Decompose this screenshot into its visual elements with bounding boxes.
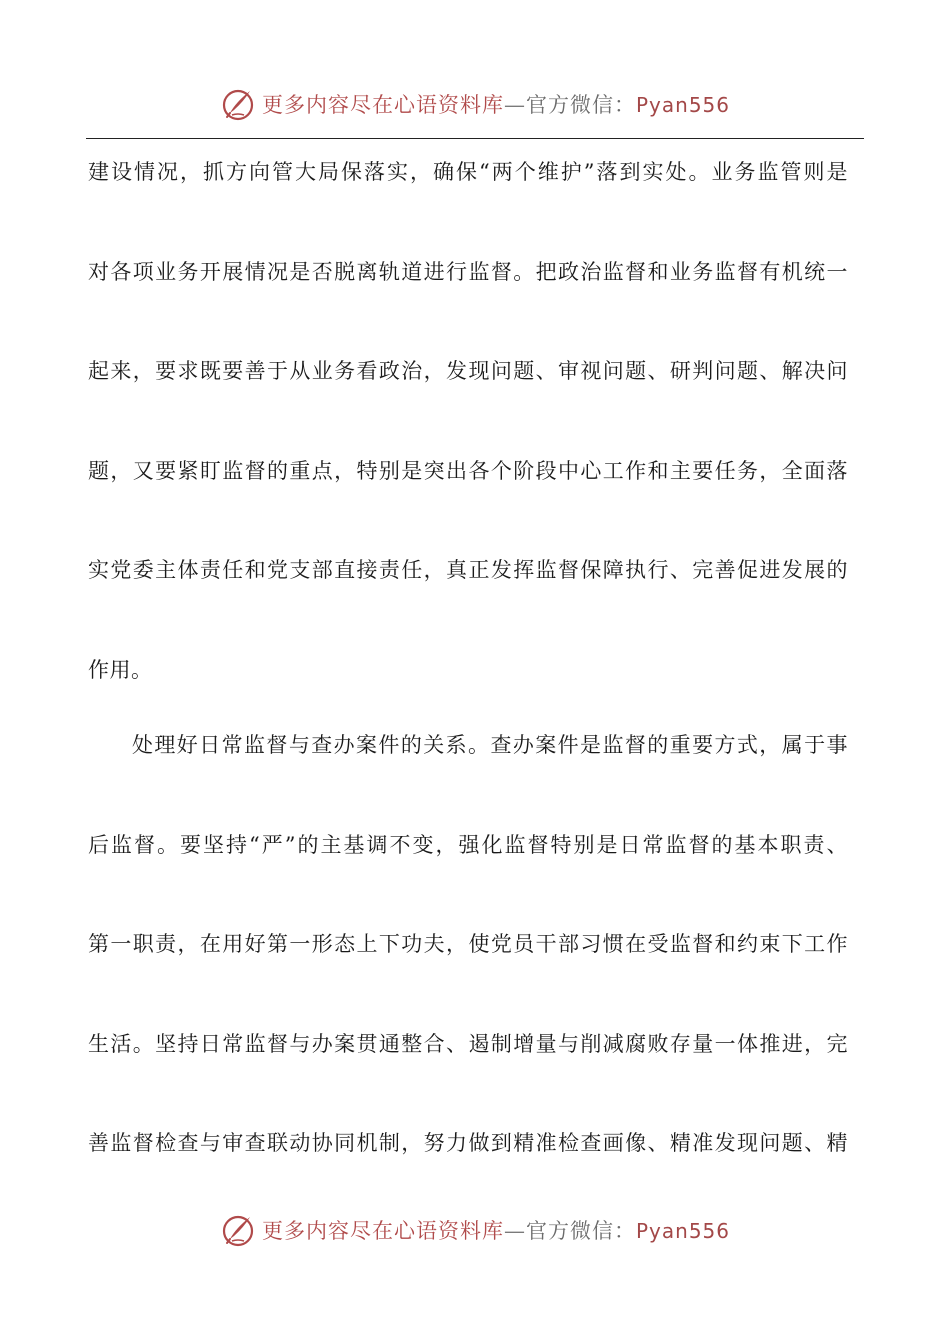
body-line: 第一职责，在用好第一形态上下功夫，使党员干部习惯在受监督和约束下工作 xyxy=(88,932,848,956)
body-line: 题，又要紧盯监督的重点，特别是突出各个阶段中心工作和主要任务，全面落 xyxy=(88,459,848,483)
watermark-title: 更多内容尽在心语资料库 xyxy=(261,1219,504,1243)
watermark-wechat-id: Pyan556 xyxy=(635,93,730,117)
watermark-title: 更多内容尽在心语资料库 xyxy=(261,93,504,117)
quill-logo-icon xyxy=(220,1212,256,1248)
header-watermark xyxy=(0,82,950,126)
quill-logo-icon xyxy=(220,86,256,122)
body-line: 善监督检查与审查联动协同机制，努力做到精准检查画像、精准发现问题、精 xyxy=(88,1131,848,1155)
body-line: 作用。 xyxy=(88,658,153,682)
body-line: 建设情况，抓方向管大局保落实，确保“两个维护”落到实处。业务监管则是 xyxy=(88,160,848,184)
watermark-dash: — xyxy=(503,93,526,117)
header-divider xyxy=(86,138,864,139)
watermark-dash: — xyxy=(503,1219,526,1243)
body-line: 实党委主体责任和党支部直接责任，真正发挥监督保障执行、完善促进发展的 xyxy=(88,558,848,582)
watermark-wechat-id: Pyan556 xyxy=(635,1219,730,1243)
body-line: 起来，要求既要善于从业务看政治，发现问题、审视问题、研判问题、解决问 xyxy=(88,359,848,383)
watermark-wechat-label: 官方微信： xyxy=(525,93,636,117)
body-line: 后监督。要坚持“严”的主基调不变，强化监督特别是日常监督的基本职责、 xyxy=(88,833,848,857)
paragraph-first-line: 处理好日常监督与查办案件的关系。查办案件是监督的重要方式，属于事 xyxy=(132,733,848,757)
footer-watermark xyxy=(0,1208,950,1252)
body-line: 生活。坚持日常监督与办案贯通整合、遏制增量与削减腐败存量一体推进，完 xyxy=(88,1032,848,1056)
body-line: 对各项业务开展情况是否脱离轨道进行监督。把政治监督和业务监督有机统一 xyxy=(88,260,848,284)
watermark-wechat-label: 官方微信： xyxy=(525,1219,636,1243)
